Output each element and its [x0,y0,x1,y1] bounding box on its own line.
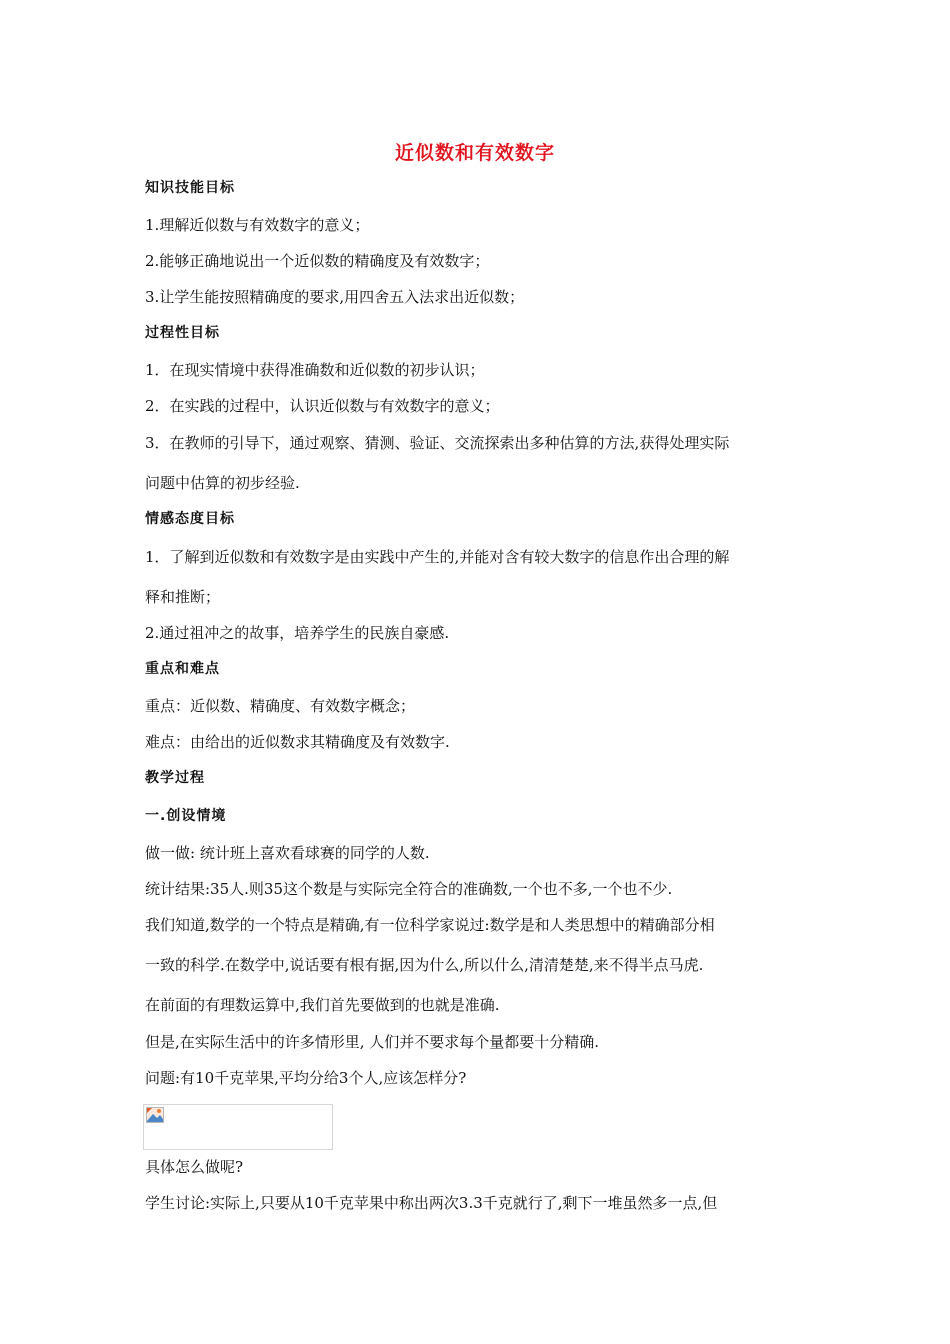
teaching-item-1: 做一做: 统计班上喜欢看球赛的同学的人数. [145,844,430,862]
heading-emotion: 情感态度目标 [145,511,235,527]
keypoint-item-2: 难点：由给出的近似数求其精确度及有效数字. [145,733,450,751]
heading-process: 过程性目标 [145,325,220,341]
emotion-item-1: 1．了解到近似数和有效数字是由实践中产生的,并能对含有较大数字的信息作出合理的解 [145,548,730,566]
page-title: 近似数和有效数字 [394,142,555,164]
knowledge-item-2: 2.能够正确地说出一个近似数的精确度及有效数字； [145,252,490,270]
knowledge-item-3: 3.让学生能按照精确度的要求,用四舍五入法求出近似数； [145,288,525,306]
emotion-item-2: 2.通过祖冲之的故事，培养学生的民族自豪感. [145,624,450,642]
knowledge-item-1: 1.理解近似数与有效数字的意义； [145,216,370,234]
process-item-3-cont: 问题中估算的初步经验. [145,474,300,492]
heading-knowledge: 知识技能目标 [145,180,235,196]
process-item-3: 3．在教师的引导下，通过观察、猜测、验证、交流探索出多种估算的方法,获得处理实际 [145,434,730,452]
image-placeholder [143,1104,333,1150]
after-image-item-1: 具体怎么做呢? [145,1158,244,1176]
subheading-scenario: 一.创设情境 [145,808,227,824]
keypoint-item-1: 重点：近似数、精确度、有效数字概念； [145,697,416,715]
heading-keypoints: 重点和难点 [145,661,220,677]
emotion-item-1-cont: 释和推断； [145,588,221,606]
teaching-item-3: 我们知道,数学的一个特点是精确,有一位科学家说过:数学是和人类思想中的精确部分相 [145,916,715,934]
process-item-2: 2．在实践的过程中，认识近似数与有效数字的意义； [145,397,500,415]
heading-teaching: 教学过程 [145,770,205,786]
process-item-1: 1．在现实情境中获得准确数和近似数的初步认识； [145,361,485,379]
teaching-item-6: 问题:有10千克苹果,平均分给3个人,应该怎样分? [145,1069,467,1087]
broken-image-icon [146,1107,164,1123]
teaching-item-5: 但是,在实际生活中的许多情形里, 人们并不要求每个量都要十分精确. [145,1033,600,1051]
teaching-item-2: 统计结果:35人.则35这个数是与实际完全符合的准确数,一个也不多,一个也不少. [145,880,673,898]
teaching-item-3-cont: 一致的科学.在数学中,说话要有根有据,因为什么,所以什么,清清楚楚,来不得半点马虎. [145,956,704,974]
teaching-item-4: 在前面的有理数运算中,我们首先要做到的也就是准确. [145,996,500,1014]
after-image-item-2: 学生讨论:实际上,只要从10千克苹果中称出两次3.3千克就行了,剩下一堆虽然多一点,但 [145,1194,718,1212]
